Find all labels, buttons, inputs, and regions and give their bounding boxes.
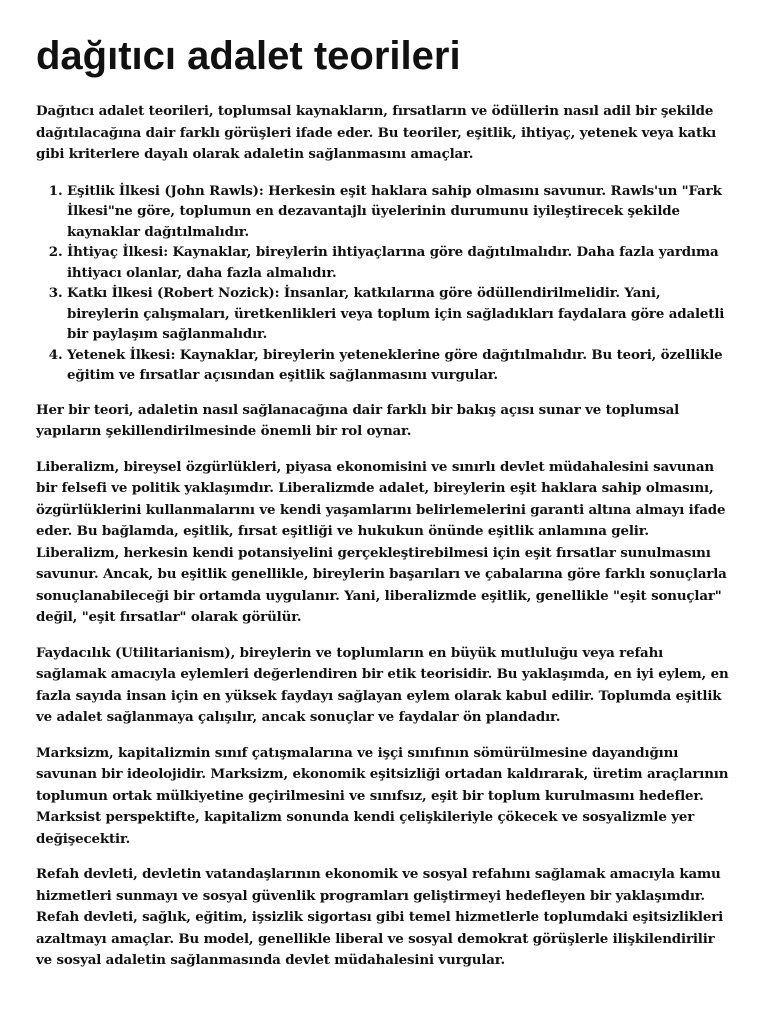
- intro-paragraph: Dağıtıcı adalet teorileri, toplumsal kaynakların, fırsatların ve ödüllerin nasıl adil bir şekilde dağıtılacağına dair farklı görüşleri ifade eder. Bu teoriler, eşitlik, ihtiyaç, yetenek veya katkı gibi kriterlere dayalı olarak adaletin sağlanmasını amaçlar.: [36, 103, 717, 162]
- page-title: dağıtıcı adalet teorileri: [36, 34, 461, 78]
- list-item: 1. Eşitlik İlkesi (John Rawls): Herkesin eşit haklara sahip olmasını savunur. Rawls'un "Fark İlkesi"ne göre, toplumun en dezavantajlı üyelerinin durumunu iyileştirecek şekilde kaynaklar dağıtılmalıdır.: [67, 181, 732, 243]
- utilitarianism-paragraph: Faydacılık (Utilitarianism), bireylerin ve toplumların en büyük mutluluğu veya refahı sağlamak amacıyla eylemleri değerlendiren bir etik teorisidir. Bu yaklaşımda, en iyi eylem, en fazla sayıda insan için en yüksek faydayı sağlayan eylem olarak kabul edilir. Toplumda eşitlik ve adalet sağlanmaya çalışılır, ancak sonuçlar ve faydalar ön plandadır.: [36, 644, 729, 725]
- list-item: 3. Katkı İlkesi (Robert Nozick): İnsanlar, katkılarına göre ödüllendirilmelidir. Yani, bireylerin çalışmaları, üretkenlikleri veya toplum için sağladıkları faydalara göre adaletli bir paylaşım sağlanmalıdır.: [67, 283, 732, 345]
- principles-list: [36, 181, 732, 386]
- liberalism-paragraph: Liberalizm, bireysel özgürlükleri, piyasa ekonomisini ve sınırlı devlet müdahalesini savunan bir felsefi ve politik yaklaşımdır. Liberalizmde adalet, bireylerin eşit haklara sahip olmasını, özgürlüklerini kullanmalarını ve kendi yaşamlarını belirlemelerini garanti altına almayı ifade eder. Bu bağlamda, eşitlik, fırsat eşitliği ve hukukun önünde eşitlik anlamına gelir. Liberalizm, herkesin kendi potansiyelini gerçekleştirebilmesi için eşit fırsatlar sunulmasını savunur. Ancak, bu eşitlik genellikle, bireylerin başarıları ve çabalarına göre farklı sonuçlarla sonuçlanabileceği bir ortamda uygulanır. Yani, liberalizmde eşitlik, genellikle "eşit sonuçlar" değil, "eşit fırsatlar" olarak görülür.: [36, 458, 727, 625]
- marxism-paragraph: Marksizm, kapitalizmin sınıf çatışmalarına ve işçi sınıfının sömürülmesine dayandığını savunan bir ideolojidir. Marksizm, ekonomik eşitsizliği ortadan kaldırarak, üretim araçlarının toplumun ortak mülkiyetine geçirilmesini ve sınıfsız, eşit bir toplum kurulmasını hedefler. Marksist perspektifte, kapitalizm sonunda kendi çelişkileriyle çökecek ve sosyalizmle yer değişecektir.: [36, 744, 729, 847]
- summary-paragraph: Her bir teori, adaletin nasıl sağlanacağına dair farklı bir bakış açısı sunar ve toplumsal yapıların şekillendirilmesinde önemli bir rol oynar.: [36, 401, 680, 439]
- list-item: 2. İhtiyaç İlkesi: Kaynaklar, bireylerin ihtiyaçlarına göre dağıtılmalıdır. Daha fazla yardıma ihtiyacı olanlar, daha fazla almalıdır.: [67, 242, 732, 283]
- list-item: 4. Yetenek İlkesi: Kaynaklar, bireylerin yeteneklerine göre dağıtılmalıdır. Bu teori, özellikle eğitim ve fırsatlar açısından eşitlik sağlanmasını vurgular.: [67, 345, 732, 386]
- welfare-state-paragraph: Refah devleti, devletin vatandaşlarının ekonomik ve sosyal refahını sağlamak amacıyla kamu hizmetleri sunmayı ve sosyal güvenlik programları geliştirmeyi hedefleyen bir yaklaşımdır. Refah devleti, sağlık, eğitim, işsizlik sigortası gibi temel hizmetlerle toplumdaki eşitsizlikleri azaltmayı amaçlar. Bu model, genellikle liberal ve sosyal demokrat görüşlerle ilişkilendirilir ve sosyal adaletin sağlanmasında devlet müdahalesini vurgular.: [36, 866, 724, 968]
